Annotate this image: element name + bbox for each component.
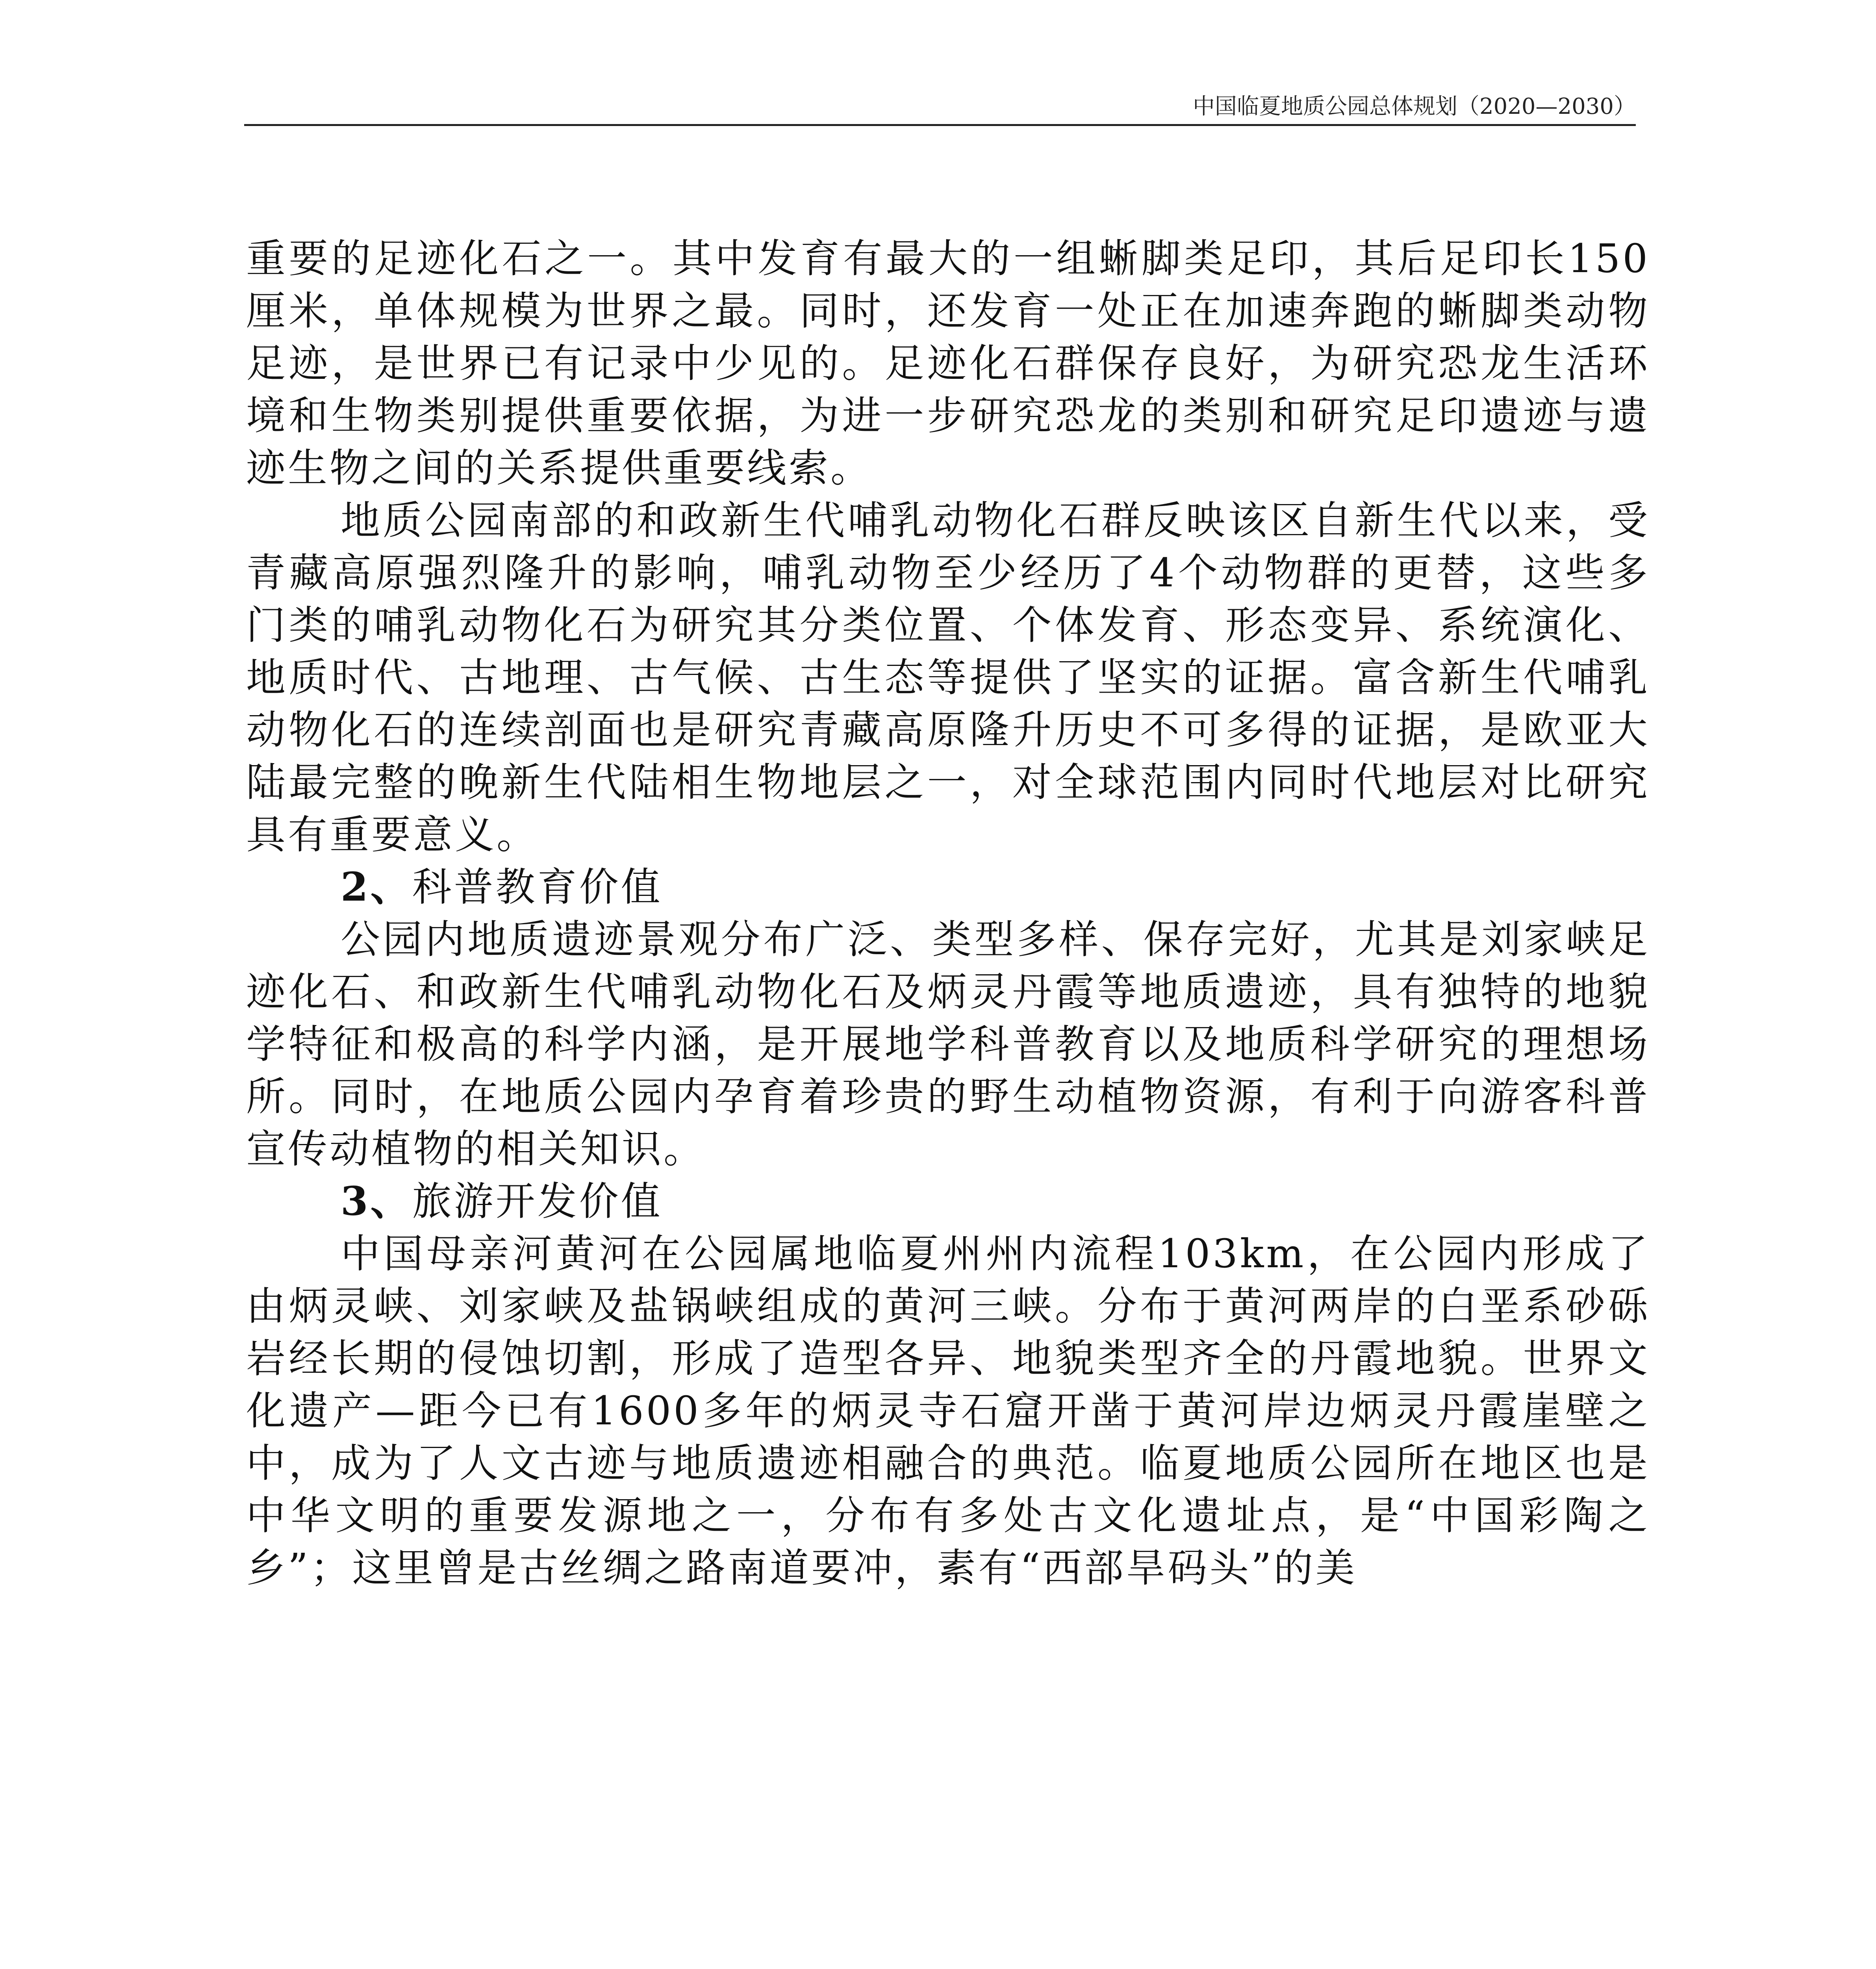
section-heading-science-education [246, 861, 1650, 913]
section-heading-tourism [246, 1175, 1650, 1227]
running-header-title: 中国临夏地质公园总体规划（2020—2030） [1192, 94, 1636, 119]
section-heading-number: 2、 [341, 864, 412, 910]
paragraph-footprint-fossils: 重要的足迹化石之一。其中发育有最大的一组蜥脚类足印，其后足印长150厘米，单体规模为世界之最。同时，还发育一处正在加速奔跑的蜥脚类动物足迹，是世界已有记录中少见的。足迹化石群保存良好，为研究恐龙生活环境和生物类别提供重要依据，为进一步研究恐龙的类别和研究足印遗迹与遗迹生物之间的关系提供重要线索。 [246, 235, 1650, 491]
section-heading-title: 科普教育价值 [412, 864, 663, 910]
paragraph-mammal-fossils: 地质公园南部的和政新生代哺乳动物化石群反映该区自新生代以来，受青藏高原强烈隆升的影响，哺乳动物至少经历了4个动物群的更替，这些多门类的哺乳动物化石为研究其分类位置、个体发育、形态变异、系统演化、地质时代、古地理、古气候、古生态等提供了坚实的证据。富含新生代哺乳动物化石的连续剖面也是研究青藏高原隆升历史不可多得的证据，是欧亚大陆最完整的晚新生代陆相生物地层之一，对全球范围内同时代地层对比研究具有重要意义。 [246, 497, 1650, 858]
paragraph-science-education: 公园内地质遗迹景观分布广泛、类型多样、保存完好，尤其是刘家峡足迹化石、和政新生代哺乳动物化石及炳灵丹霞等地质遗迹，具有独特的地貌学特征和极高的科学内涵，是开展地学科普教育以及地质科学研究的理想场所。同时，在地质公园内孕育着珍贵的野生动植物资源，有利于向游客科普宣传动植物的相关知识。 [246, 916, 1650, 1172]
section-heading-number: 3、 [341, 1178, 412, 1224]
running-header [244, 93, 1636, 126]
section-heading-title: 旅游开发价值 [412, 1178, 663, 1224]
body-text [246, 232, 1650, 1594]
paragraph-tourism: 中国母亲河黄河在公园属地临夏州州内流程103km，在公园内形成了由炳灵峡、刘家峡及盐锅峡组成的黄河三峡。分布于黄河两岸的白垩系砂砾岩经长期的侵蚀切割，形成了造型各异、地貌类型齐全的丹霞地貌。世界文化遗产—距今已有1600多年的炳灵寺石窟开凿于黄河岸边炳灵丹霞崖壁之中，成为了人文古迹与地质遗迹相融合的典范。临夏地质公园所在地区也是中华文明的重要发源地之一，分布有多处古文化遗址点，是“中国彩陶之乡”；这里曾是古丝绸之路南道要冲，素有“西部旱码头”的美 [246, 1231, 1650, 1591]
